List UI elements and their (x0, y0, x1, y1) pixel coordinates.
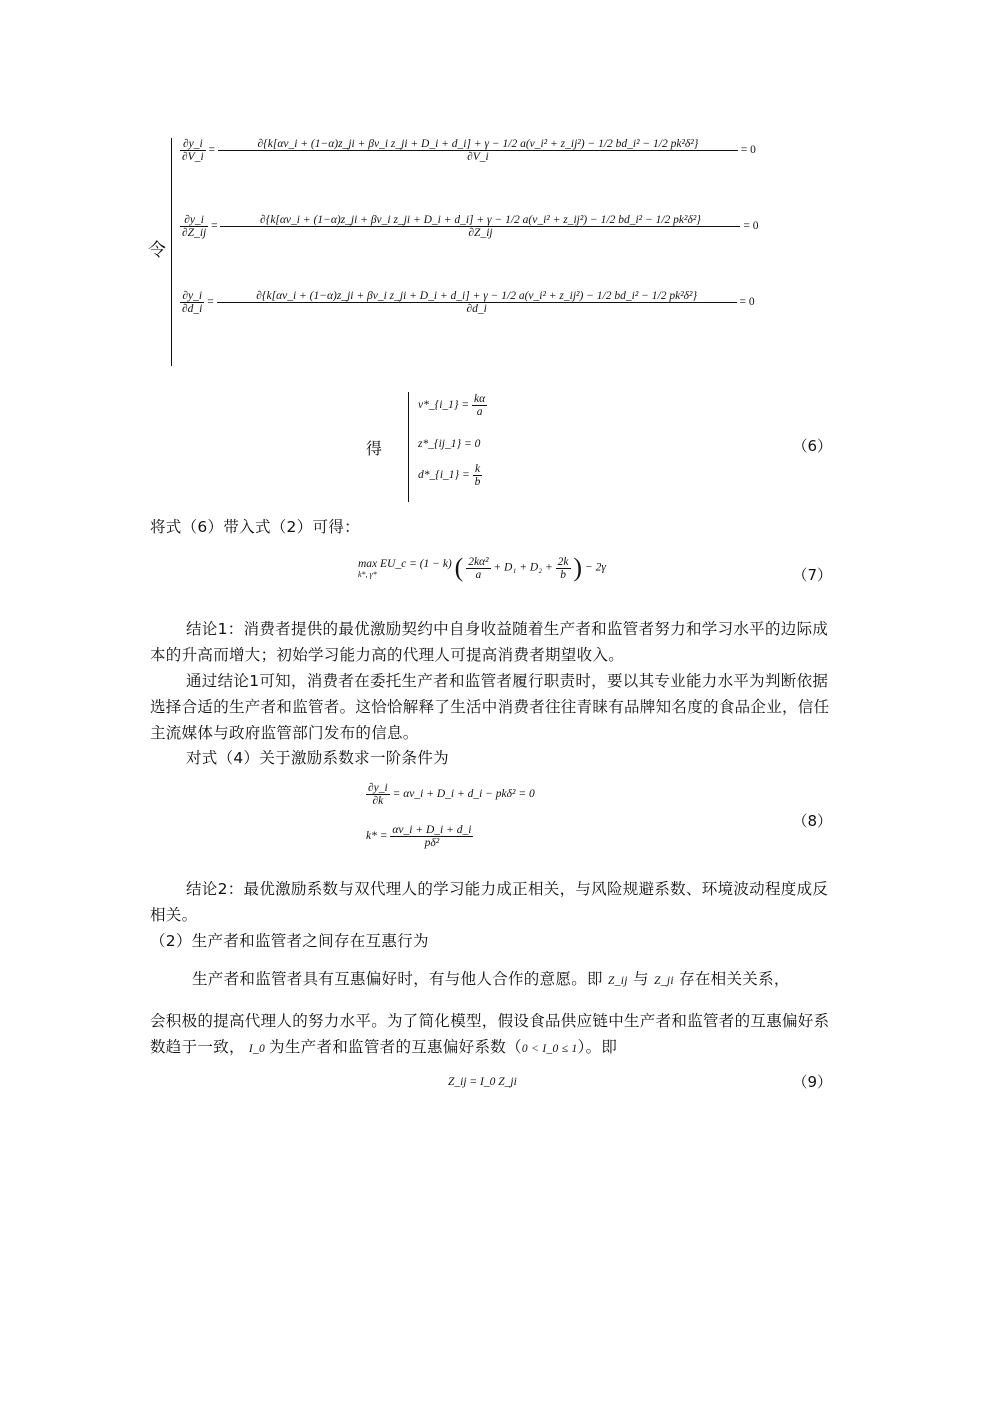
eq6-label: 得 (366, 439, 383, 458)
text-first-order: 对式（4）关于激励系数求一阶条件为 (186, 749, 449, 767)
reciprocity-line1: 生产者和监管者具有互惠偏好时，有与他人合作的意愿。即 Z_ij 与 Z_ji 存在相关关系， (192, 970, 790, 988)
system-equation-2: $\frac{\partial y\_i}{\partial Z\_ij}$ = ∂{k[αv_i + (1−α)z_ji + βv_i z_ji + D_i + d_i] + γ − 1/2 a(v_i² + z_ij²) − 1/2 bd_i² − 1/2 pk²δ²} ∂Z_ij = 0 (182, 214, 759, 239)
eq7-number: （7） (792, 566, 832, 584)
conclusion-1: 结论1：消费者提供的最优激励契约中自身收益随着生产者和监管者努力和学习水平的边际成本的升高而增大；初始学习能力高的代理人可提高消费者期望收入。 (150, 620, 829, 664)
symbol-range: 0 < I_0 ≤ 1 (521, 1043, 578, 1055)
reciprocity-line2: 会积极的提高代理人的努力水平。为了简化模型，假设食品供应链中生产者和监管者的互惠偏好系数趋于一致， I_0 为生产者和监管者的互惠偏好系数（0 < I_0 ≤ 1）。即 (150, 1012, 830, 1056)
eq9-number: （9） (792, 1073, 832, 1091)
symbol-zij: Z_ij (608, 975, 628, 987)
eq8-line2: k* = $\frac{\alpha v\_i + D\_i + d\_i}{\text{pδ²}}$ (366, 824, 472, 849)
eq9: Z_ij = I_0 Z_ji (448, 1076, 517, 1088)
eq8-number: （8） (792, 812, 832, 830)
eq8-line1: $\frac{\partial y\_i}{\partial k}$ = αv_i + D_i + d_i − pkδ² = 0 (368, 782, 535, 807)
eq7: max EU_c = (1 − k) k*, γ* ( $\frac{\text{2kα²}}{a}$ + D₁ + D₂ + $\frac{2k}{b}$ ) − 2γ (358, 553, 606, 582)
paragraph-conclusion1-discussion: 通过结论1可知，消费者在委托生产者和监管者履行职责时，要以其专业能力水平为判断依据选择合适的生产者和监管者。这恰恰解释了生活中消费者往往青睐有品牌知名度的食品企业，信任主流媒体与政府监管部门发布的信息。 (150, 672, 830, 742)
eq6-line1: v*_{i_1} = $\frac{k\alpha}{a}$ (418, 393, 486, 418)
system-equation-1: $\frac{\partial y\_i}{\partial V\_i}$ = ∂{k[αv_i + (1−α)z_ji + βv_i z_ji + D_i + d_i] + γ − 1/2 a(v_i² + z_ij²) − 1/2 bd_i² − 1/2 pk²δ²} ∂V_i = 0 (182, 138, 756, 163)
eq6-number: （6） (792, 437, 832, 455)
eq6-line3: d*_{i_1} = $\frac{k}{b}$ (418, 463, 481, 488)
conclusion-2: 结论2：最优激励系数与双代理人的学习能力成正相关，与风险规避系数、环境波动程度成反相关。 (150, 880, 829, 924)
symbol-zji: Z_ji (654, 975, 674, 987)
eq6-brace (408, 392, 414, 502)
symbol-i0: I_0 (248, 1043, 266, 1055)
section-heading: （2）生产者和监管者之间存在互惠行为 (150, 932, 429, 950)
left-brace (171, 138, 178, 366)
eq6-line2: z*_{ij_1} = 0 (418, 438, 481, 450)
text-substitute: 将式（6）带入式（2）可得： (150, 518, 360, 536)
system-label: 令 (148, 240, 167, 261)
system-equation-3: $\frac{\partial y\_i}{\partial d\_i}$ = ∂{k[αv_i + (1−α)z_ji + βv_i z_ji + D_i + d_i] + γ − 1/2 a(v_i² + z_ij²) − 1/2 bd_i² − 1/2 pk²δ²} ∂d_i = 0 (182, 290, 755, 315)
